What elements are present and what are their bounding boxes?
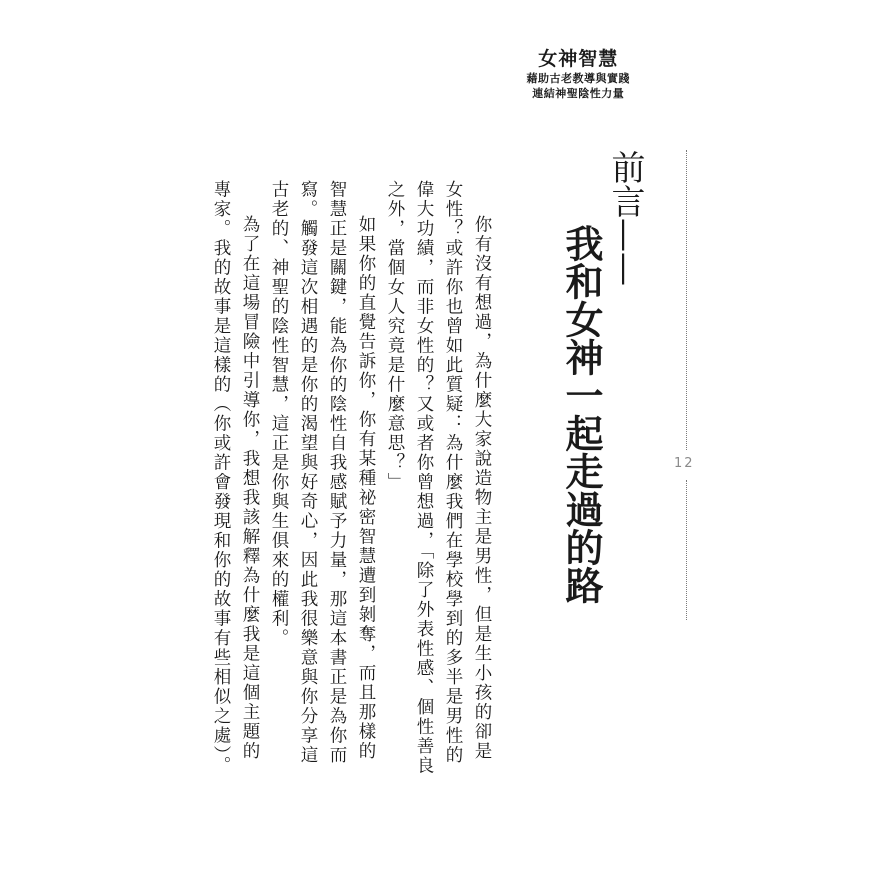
margin-divider-lower bbox=[686, 480, 687, 620]
book-subtitle-line-1: 藉助古老教導與實踐 bbox=[526, 72, 630, 85]
chapter-label: 前言—— bbox=[605, 150, 645, 286]
paragraph-3: 為了在這場冒險中引導你，我想我該解釋為什麼我是這個主題的專家。我的故事是這樣的（你或許會發現和你的故事有些相似之處）。 bbox=[211, 180, 260, 776]
page-number: 12 bbox=[674, 456, 695, 471]
body-text bbox=[206, 180, 496, 780]
paragraph-1: 你有沒有想過，為什麼大家說造物主是男性，但是生小孩的卻是女性？或許你也曾如此質疑：為什麼我們在學校學到的多半是男性的偉大功績，而非女性的？又或者你曾想過，「除了外表性感、個性善良之外，當個女人究竟是什麼意思？」 bbox=[385, 180, 492, 776]
chapter-title: 我和女神一起走過的路 bbox=[559, 224, 604, 604]
book-title: 女神智慧 bbox=[538, 48, 619, 70]
paragraph-2: 如果你的直覺告訴你，你有某種祕密智慧遭到剝奪，而且那樣的智慧正是關鍵，能為你的陰性自我感賦予力量，那這本書正是為你而寫。觸發這次相遇的是你的渴望與好奇心，因此我很樂意與你分享這古老的、神聖的陰性智慧，這正是你與生俱來的權利。 bbox=[269, 180, 376, 765]
margin-divider-upper bbox=[686, 150, 687, 450]
running-header bbox=[527, 50, 631, 99]
book-subtitle-line-2: 連結神聖陰性力量 bbox=[532, 87, 625, 100]
